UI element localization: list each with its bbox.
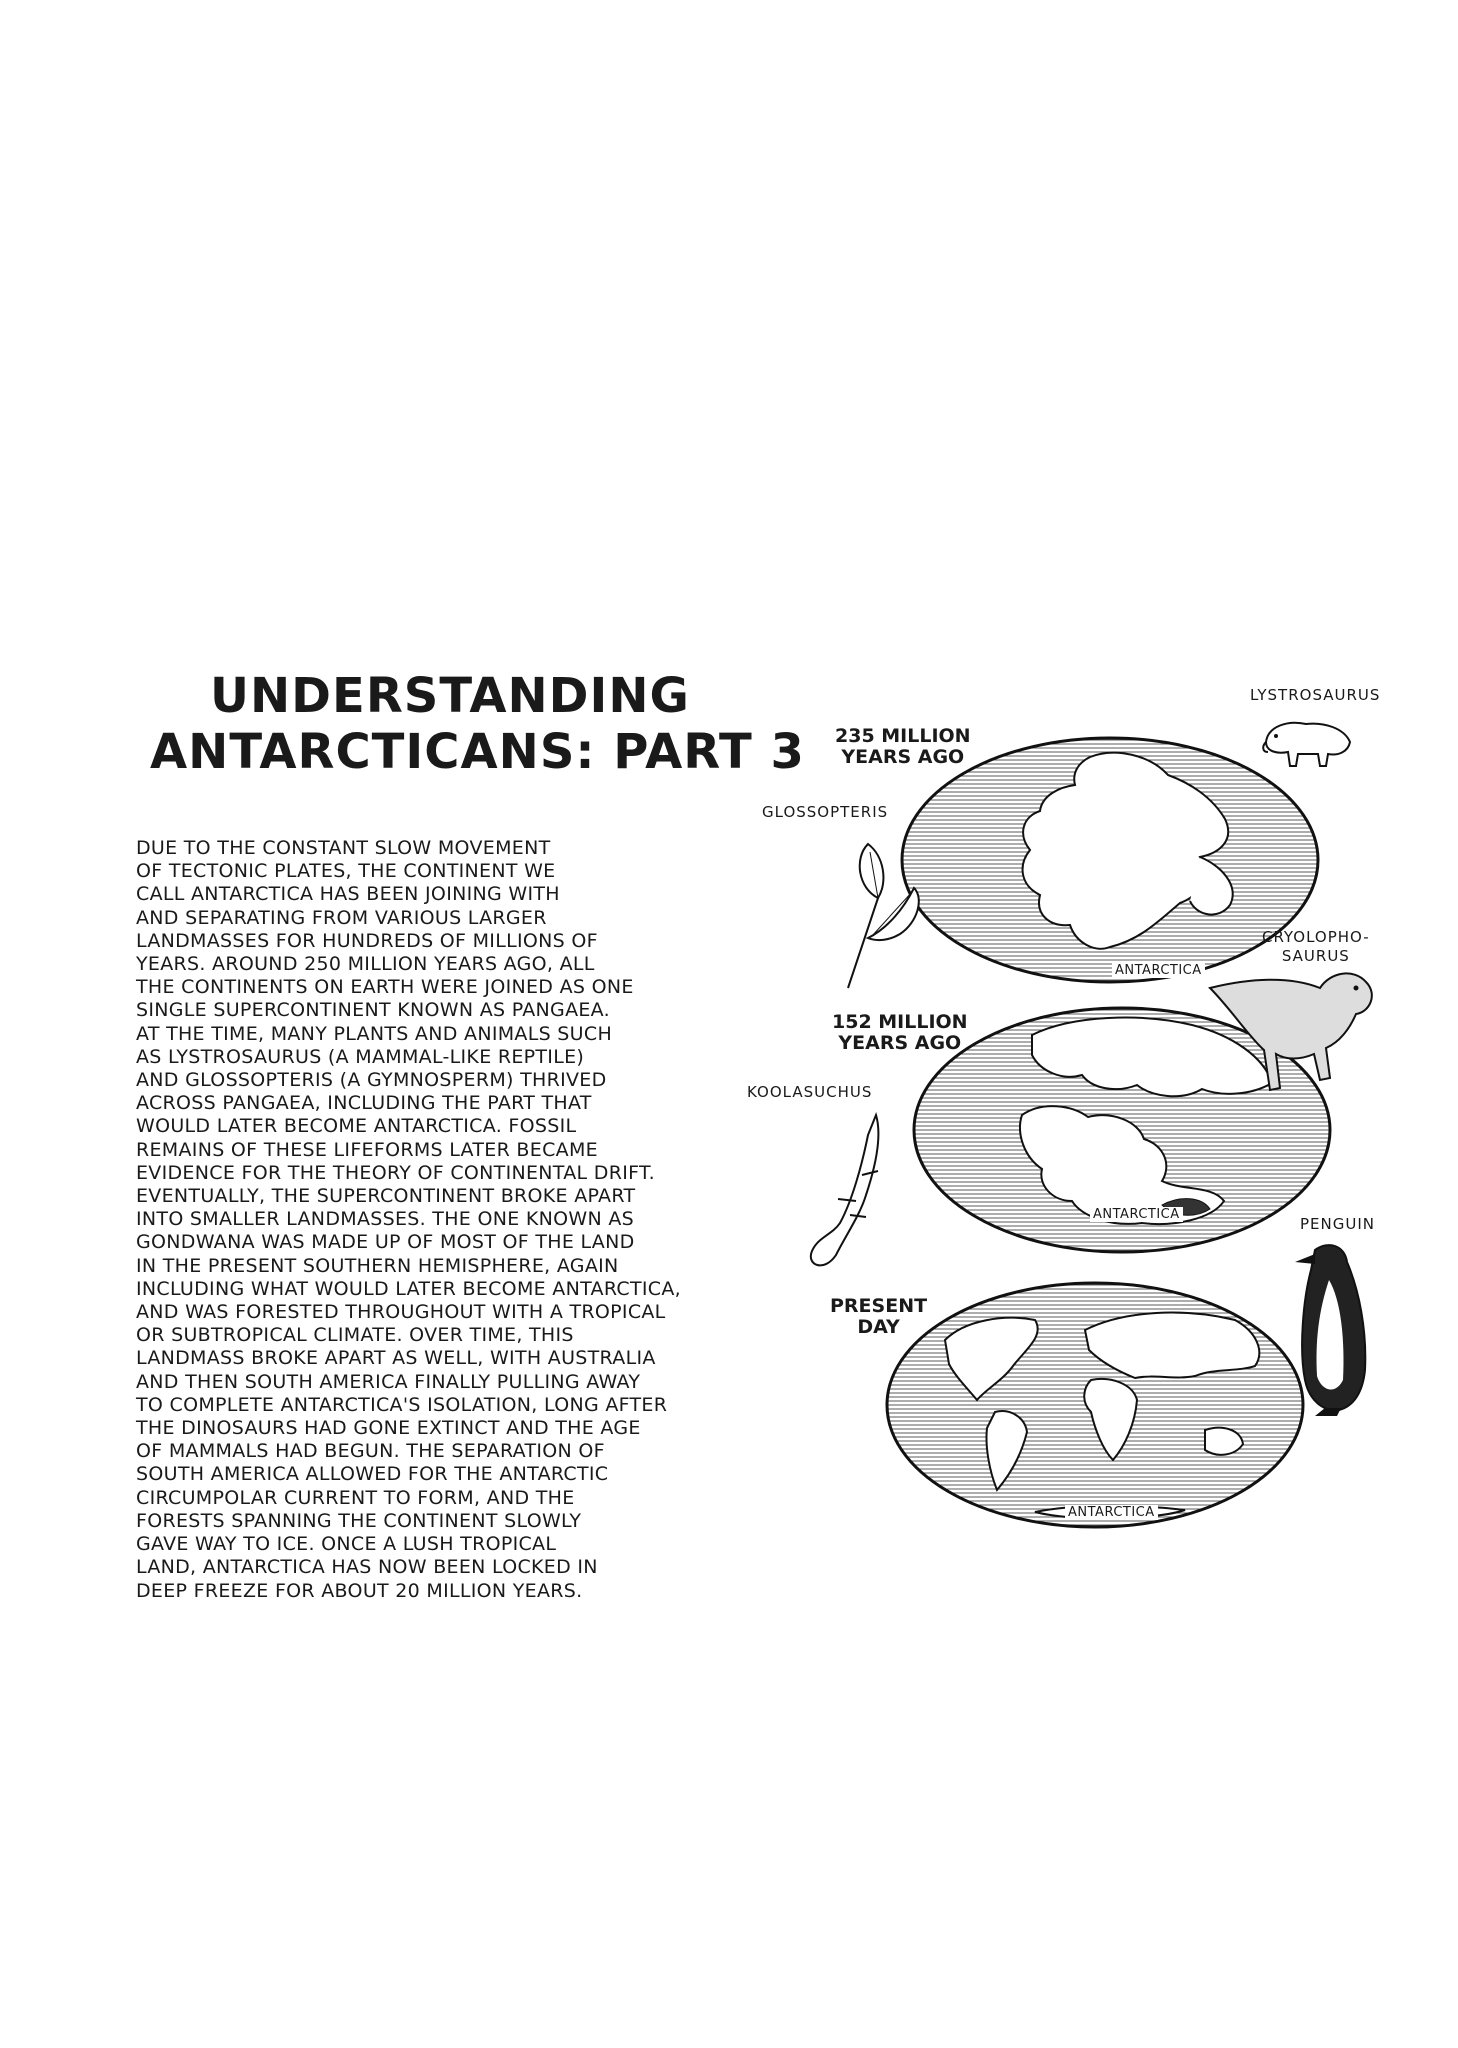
body-line: SOUTH AMERICA ALLOWED FOR THE ANTARCTIC bbox=[136, 1463, 609, 1486]
body-line: ACROSS PANGAEA, INCLUDING THE PART THAT bbox=[136, 1092, 592, 1115]
label-glossopteris: GLOSSOPTERIS bbox=[762, 803, 889, 821]
body-line: OF MAMMALS HAD BEGUN. THE SEPARATION OF bbox=[136, 1440, 605, 1463]
body-line: AND THEN SOUTH AMERICA FINALLY PULLING AWAY bbox=[136, 1370, 641, 1393]
body-line: LAND, ANTARCTICA HAS NOW BEEN LOCKED IN bbox=[136, 1556, 598, 1579]
era-label-line: YEARS AGO bbox=[838, 1032, 962, 1054]
koolasuchus-illustration bbox=[806, 1105, 906, 1275]
body-line: AND WAS FORESTED THROUGHOUT WITH A TROPICAL bbox=[136, 1301, 666, 1324]
body-line: GAVE WAY TO ICE. ONCE A LUSH TROPICAL bbox=[136, 1533, 557, 1556]
penguin-illustration bbox=[1285, 1240, 1385, 1420]
title-line-1: UNDERSTANDING bbox=[210, 668, 690, 724]
body-line: DUE TO THE CONSTANT SLOW MOVEMENT bbox=[136, 837, 551, 859]
era-label-152 bbox=[832, 1012, 968, 1054]
title-line-2: ANTARCTICANS: PART 3 bbox=[150, 724, 805, 780]
body-line: AND SEPARATING FROM VARIOUS LARGER bbox=[136, 906, 547, 929]
body-line: LANDMASSES FOR HUNDREDS OF MILLIONS OF bbox=[136, 929, 598, 952]
era-label-line: PRESENT bbox=[830, 1295, 928, 1317]
body-line: TO COMPLETE ANTARCTICA'S ISOLATION, LONG AFTER bbox=[136, 1393, 668, 1416]
body-line: EVIDENCE FOR THE THEORY OF CONTINENTAL DRIFT. bbox=[136, 1161, 655, 1184]
body-line: FORESTS SPANNING THE CONTINENT SLOWLY bbox=[136, 1509, 582, 1532]
body-text bbox=[136, 837, 836, 1603]
body-line: CIRCUMPOLAR CURRENT TO FORM, AND THE bbox=[136, 1486, 575, 1509]
body-line: THE CONTINENTS ON EARTH WERE JOINED AS ONE bbox=[136, 976, 634, 999]
glossopteris-illustration bbox=[828, 838, 938, 998]
body-line: GONDWANA WAS MADE UP OF MOST OF THE LAND bbox=[136, 1231, 635, 1254]
era-label-line: 152 MILLION bbox=[832, 1011, 968, 1033]
label-cryolophosaurus-line-1: CRYOLOPHO- bbox=[1262, 928, 1370, 946]
body-line: AT THE TIME, MANY PLANTS AND ANIMALS SUCH bbox=[136, 1022, 613, 1045]
antarctica-label-152: ANTARCTICA bbox=[1090, 1207, 1183, 1222]
body-line: WOULD LATER BECOME ANTARCTICA. FOSSIL bbox=[136, 1115, 577, 1138]
body-line: EVENTUALLY, THE SUPERCONTINENT BROKE APART bbox=[136, 1185, 636, 1208]
body-line: CALL ANTARCTICA HAS BEEN JOINING WITH bbox=[136, 883, 560, 906]
era-label-present bbox=[830, 1296, 927, 1338]
globe-present-day bbox=[885, 1280, 1305, 1530]
cryolophosaurus-illustration bbox=[1210, 968, 1380, 1118]
lystrosaurus-illustration bbox=[1258, 712, 1358, 768]
body-line: OF TECTONIC PLATES, THE CONTINENT WE bbox=[136, 860, 556, 883]
page-title bbox=[150, 668, 805, 780]
body-line: THE DINOSAURS HAD GONE EXTINCT AND THE AGE bbox=[136, 1417, 641, 1440]
label-koolasuchus: KOOLASUCHUS bbox=[747, 1083, 873, 1101]
antarctica-label-present: ANTARCTICA bbox=[1065, 1505, 1158, 1520]
body-line: SINGLE SUPERCONTINENT KNOWN AS PANGAEA. bbox=[136, 999, 610, 1022]
body-line: AS LYSTROSAURUS (A MAMMAL-LIKE REPTILE) bbox=[136, 1045, 585, 1068]
body-line: YEARS. AROUND 250 MILLION YEARS AGO, ALL bbox=[136, 953, 595, 976]
body-line: IN THE PRESENT SOUTHERN HEMISPHERE, AGAIN bbox=[136, 1254, 619, 1277]
body-line: INCLUDING WHAT WOULD LATER BECOME ANTARCTICA, bbox=[136, 1277, 681, 1300]
label-cryolophosaurus bbox=[1262, 928, 1370, 966]
label-lystrosaurus: LYSTROSAURUS bbox=[1250, 686, 1381, 704]
era-label-line: YEARS AGO bbox=[841, 746, 965, 768]
body-line: AND GLOSSOPTERIS (A GYMNOSPERM) THRIVED bbox=[136, 1069, 607, 1092]
era-label-line: DAY bbox=[857, 1316, 900, 1338]
globe-235-mya bbox=[900, 735, 1320, 985]
body-line: REMAINS OF THESE LIFEFORMS LATER BECAME bbox=[136, 1138, 598, 1161]
body-line: INTO SMALLER LANDMASSES. THE ONE KNOWN AS bbox=[136, 1208, 634, 1231]
body-line: DEEP FREEZE FOR ABOUT 20 MILLION YEARS. bbox=[136, 1579, 583, 1602]
antarctica-label-235: ANTARCTICA bbox=[1112, 963, 1205, 978]
era-label-line: 235 MILLION bbox=[835, 725, 971, 747]
body-line: OR SUBTROPICAL CLIMATE. OVER TIME, THIS bbox=[136, 1324, 574, 1347]
label-penguin: PENGUIN bbox=[1300, 1215, 1375, 1233]
era-label-235 bbox=[835, 726, 971, 768]
label-cryolophosaurus-line-2: SAURUS bbox=[1281, 947, 1350, 965]
body-line: LANDMASS BROKE APART AS WELL, WITH AUSTRALIA bbox=[136, 1347, 656, 1370]
